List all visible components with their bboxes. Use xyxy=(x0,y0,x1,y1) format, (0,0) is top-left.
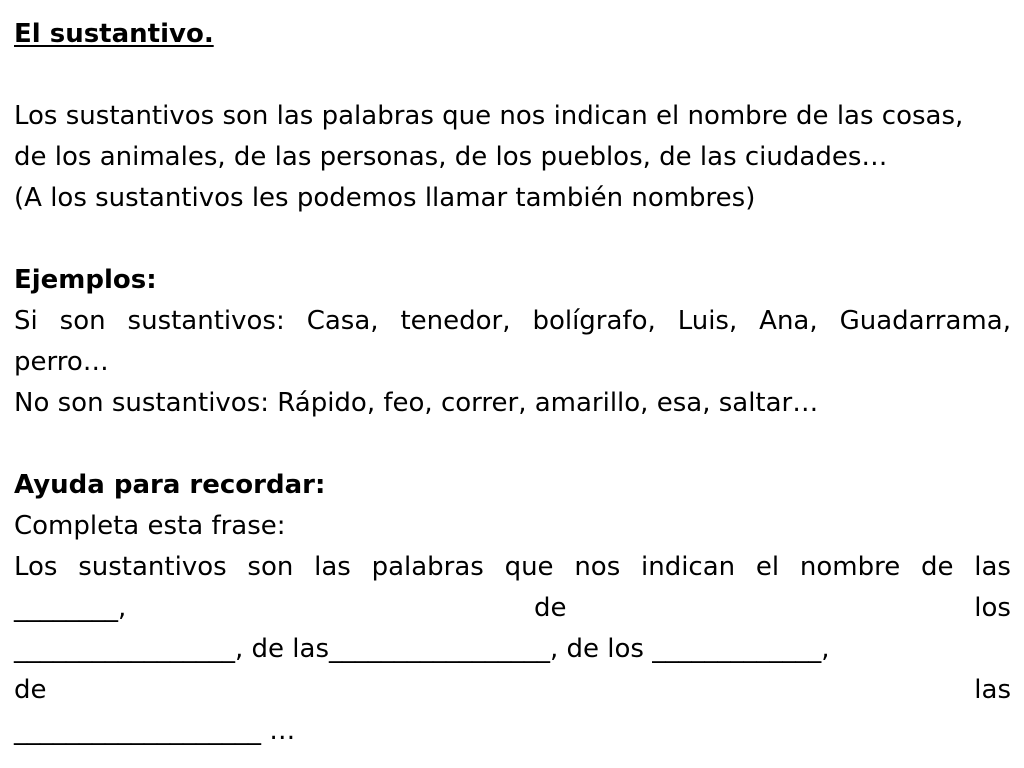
word: son xyxy=(59,306,106,336)
intro-line: de los animales, de las personas, de los pueblos, de las ciudades… xyxy=(14,142,888,172)
word: Casa, xyxy=(306,306,379,336)
word: sustantivos xyxy=(78,552,227,582)
help-instruction: Completa esta frase: xyxy=(14,511,286,541)
word: de xyxy=(534,593,567,623)
fill-in-sentence-line: _________________, de las_________________, de los _____________, xyxy=(14,634,830,664)
word: las xyxy=(974,552,1011,582)
word: tenedor, xyxy=(400,306,511,336)
word: Luis, xyxy=(677,306,738,336)
examples-yes-line xyxy=(14,301,1011,342)
intro-note: (A los sustantivos les podemos llamar también nombres) xyxy=(14,183,756,213)
spacer xyxy=(14,219,1011,260)
word: nombre xyxy=(799,552,901,582)
page-title: El sustantivo. xyxy=(14,19,214,49)
word: indican xyxy=(641,552,736,582)
fill-in-sentence-line xyxy=(14,670,1011,711)
fill-in-sentence-line xyxy=(14,547,1011,588)
word: los xyxy=(974,593,1011,623)
word: Si xyxy=(14,306,38,336)
word: las xyxy=(974,675,1011,705)
word: Guadarrama, xyxy=(839,306,1011,336)
word: las xyxy=(314,552,351,582)
word: nos xyxy=(574,552,621,582)
word: palabras xyxy=(371,552,484,582)
help-heading: Ayuda para recordar: xyxy=(14,470,326,500)
intro-line: Los sustantivos son las palabras que nos indican el nombre de las cosas, xyxy=(14,101,964,131)
word: son xyxy=(247,552,294,582)
word: de xyxy=(920,552,954,582)
word: Los xyxy=(14,552,58,582)
fill-in-sentence-line xyxy=(14,588,1011,629)
word: que xyxy=(504,552,554,582)
examples-no-line: No son sustantivos: Rápido, feo, correr, amarillo, esa, saltar… xyxy=(14,388,819,418)
word: el xyxy=(755,552,780,582)
word: de xyxy=(14,675,47,705)
word: Ana, xyxy=(759,306,818,336)
word: sustantivos: xyxy=(127,306,285,336)
word: bolígrafo, xyxy=(532,306,656,336)
spacer xyxy=(14,424,1011,465)
examples-yes-continuation: perro… xyxy=(14,347,109,377)
examples-heading: Ejemplos: xyxy=(14,265,157,295)
fill-in-sentence-line: ___________________ … xyxy=(14,716,296,746)
word: ________, xyxy=(14,593,127,623)
spacer xyxy=(14,55,1011,96)
